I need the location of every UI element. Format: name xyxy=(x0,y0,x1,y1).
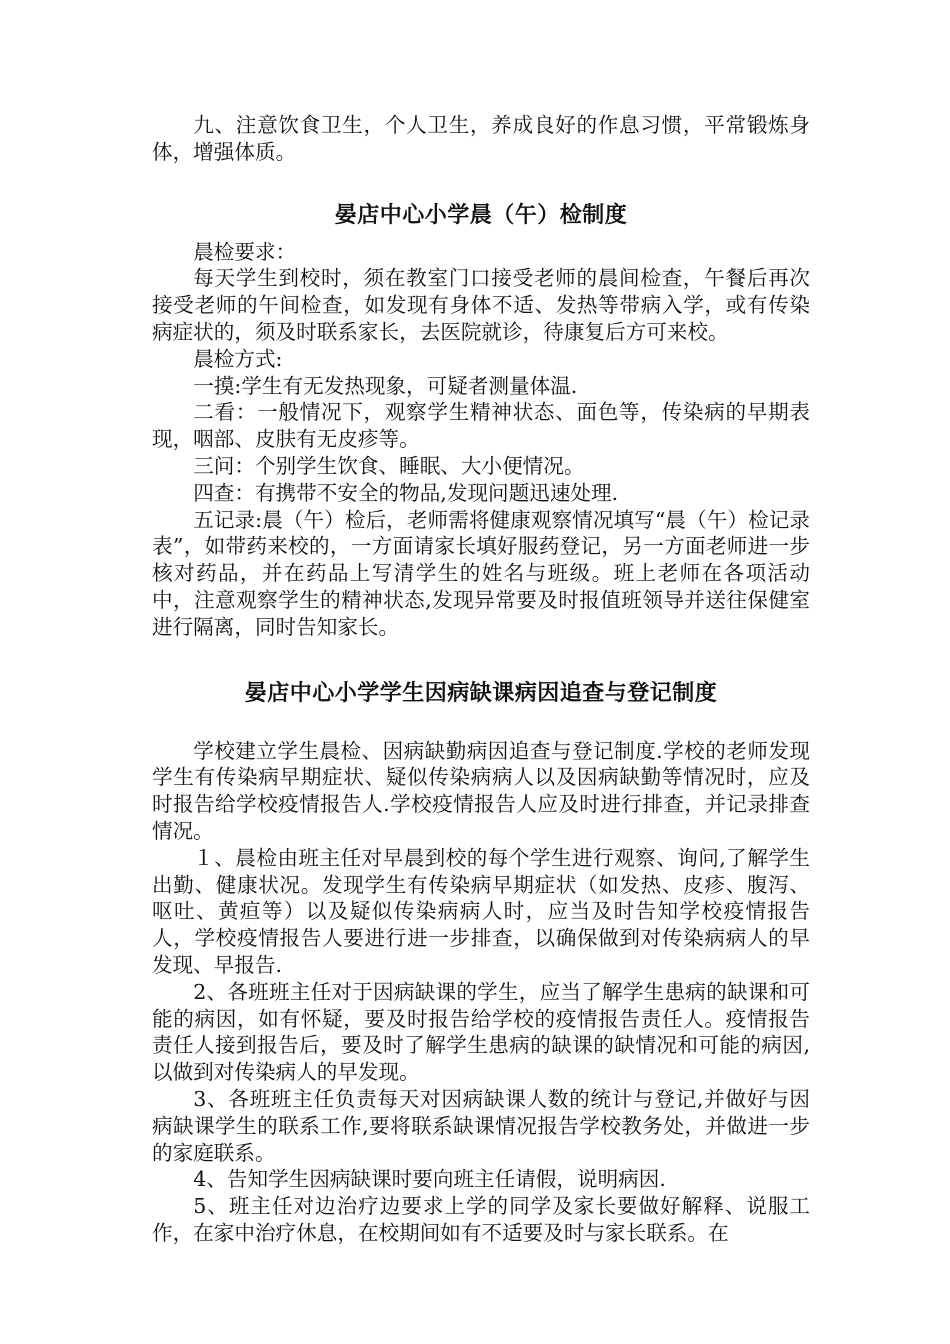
paragraph: 晨检要求： xyxy=(193,239,297,264)
paragraph: 每天学生到校时，须在教室门口接受老师的晨间检查，午餐后再次接受老师的午间检查，如发现有身体不适、发热等带病入学，或有传染病症状的，须及时联系家长，去医院就诊，待康复后方可来校。 xyxy=(152,266,810,344)
paragraph-item-9: 九、注意饮食卫生，个人卫生，养成良好的作息习惯，平常锻炼身体，增强体质。 xyxy=(152,113,810,164)
document-page xyxy=(152,112,810,1247)
paragraph: 二看：一般情况下，观察学生精神状态、面色等，传染病的早期表现，咽部、皮肤有无皮疹等。 xyxy=(152,400,810,452)
paragraph: 学校建立学生晨检、因病缺勤病因追查与登记制度.学校的老师发现学生有传染病早期症状、疑似传染病病人以及因病缺勤等情况时，应及时报告给学校疫情报告人.学校疫情报告人应及时进行排查，并记录排查情况。 xyxy=(152,738,810,843)
paragraph: 五记录:晨（午）检后，老师需将健康观察情况填写“晨（午）检记录表”，如带药来校的，一方面请家长填好服药登记，另一方面老师进一步核对药品，并在药品上写清学生的姓名与班级。班上老师在各项活动中，注意观察学生的精神状态,发现异常要及时报值班领导并送往保健室进行隔离，同时告知家长。 xyxy=(152,507,810,639)
section-title-absence-tracking: 晏店中心小学学生因病缺课病因追查与登记制度 xyxy=(244,679,718,706)
paragraph: １、晨检由班主任对早晨到校的每个学生进行观察、询问,了解学生出勤、健康状况。发现学生有传染病早期症状（如发热、皮疹、腹泻、呕吐、黄疸等）以及疑似传染病病人时，应当及时告知学校疫情报告人，学校疫情报告人要进行进一步排查，以确保做到对传染病病人的早发现、早报告. xyxy=(152,845,810,977)
paragraph: 四查：有携带不安全的物品,发现问题迅速处理. xyxy=(193,480,619,505)
section-absence-tracking xyxy=(152,738,810,1247)
paragraph: 三问：个别学生饮食、睡眠、大小便情况。 xyxy=(193,453,585,478)
paragraph: 2、各班班主任对于因病缺课的学生，应当了解学生患病的缺课和可能的病因，如有怀疑，要及时报告给学校的疫情报告责任人。疫情报告责任人接到报告后，要及时了解学生患病的缺课的缺情况和可能的病因,以做到对传染病人的早发现。 xyxy=(152,979,810,1085)
paragraph: 5、班主任对边治疗边要求上学的同学及家长要做好解释、说服工作，在家中治疗休息，在校期间如有不适要及时与家长联系。在 xyxy=(152,1194,810,1245)
paragraph: 一摸:学生有无发热现象，可疑者测量体温. xyxy=(193,373,578,398)
section-morning-check xyxy=(152,239,810,641)
section-title-morning-check: 晏店中心小学晨（午）检制度 xyxy=(334,201,628,228)
paragraph: 晨检方式: xyxy=(193,346,283,371)
paragraph: 4、告知学生因病缺课时要向班主任请假，说明病因. xyxy=(193,1167,666,1192)
paragraph: 3、各班班主任负责每天对因病缺课人数的统计与登记,并做好与因病缺课学生的联系工作,要将联系缺课情况报告学校教务处，并做进一步的家庭联系。 xyxy=(152,1086,810,1165)
